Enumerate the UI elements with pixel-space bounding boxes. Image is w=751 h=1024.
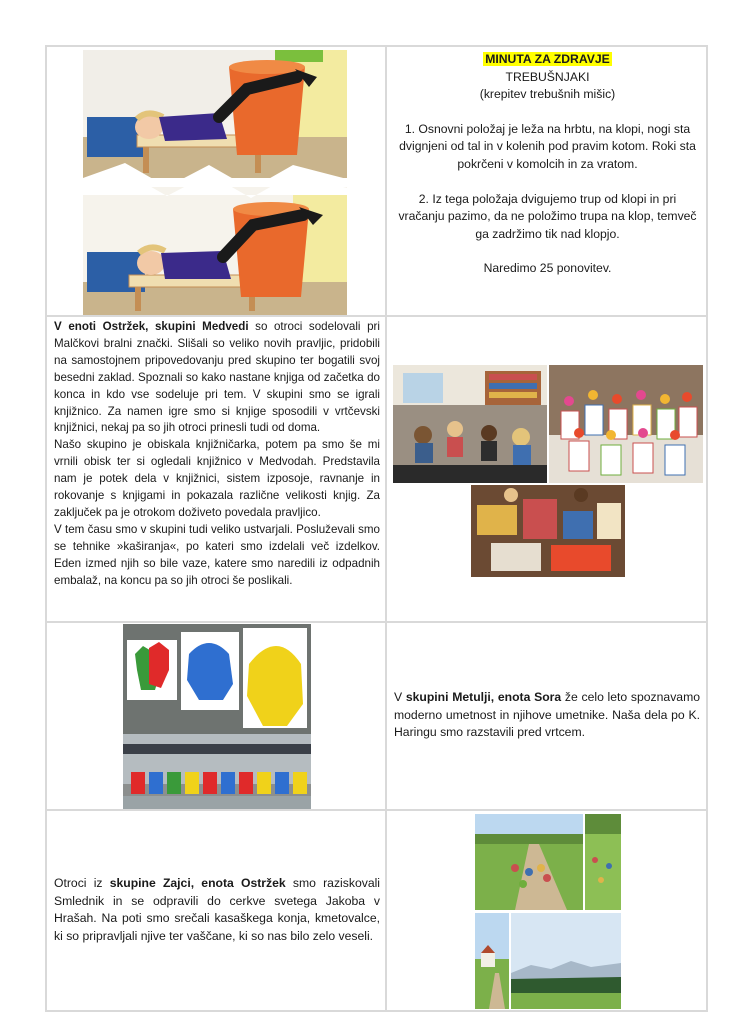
- exercise-subtitle: (krepitev trebušnih mišic): [479, 87, 616, 102]
- church-photo: [475, 913, 509, 1009]
- medvedi-paragraph-1: V enoti Ostržek, skupini Medvedi so otroci sodelovali pri Malčkovi bralni znački. Slišali so veliko novih pravljic, pridobili na samostojnem pripovedovanju pred skupino ter bogatili svoj besedni zaklad. Spoznali so kako nastane knjiga od začetka do konca in kdo vse sodeluje pri tem. V skupini smo se igrali knjižnico. Za namen igre smo si knjige sposodili v vrtčevski knjižnici, nekaj pa so jih otroci prinesli tudi od doma.: [54, 320, 380, 435]
- exercise-step-2: 2. Iz tega položaja dvigujemo trup od klopi in pri vračanju pazimo, da ne položimo trupa na klop, temveč ga zadržimo tik nad klopjo.: [398, 191, 697, 241]
- haring-art-photo: [123, 624, 311, 810]
- path-walk-photo: [475, 814, 583, 910]
- haring-art-cell: [46, 622, 386, 810]
- metulji-paragraph: V skupini Metulji, enota Sora že celo leto spoznavamo moderno umetnost in njihove umetnike. Naša dela po K. Haringu smo razstavili pred vrtcem.: [394, 690, 701, 740]
- zajci-text-cell: [46, 810, 386, 1011]
- health-heading: MINUTA ZA ZDRAVJE: [485, 52, 610, 66]
- metulji-lead: skupini Metulji, enota Sora: [405, 690, 562, 704]
- medvedi-text-cell: [46, 316, 386, 622]
- mountains-photo: [511, 913, 621, 1009]
- medvedi-paragraph-2: Našo skupino je obiskala knjižničarka, potem pa smo še mi vrnili obisk ter si ogledali knjižnico v Medvodah. Predstavila nam je potek dela v knjižnici, sistem izposoje, ravnanje in rokovanje s knjigami in pokazala različne velikosti knjig. Za zaključek pa je otrokom doživeto povedala pravljico.: [54, 438, 380, 519]
- health-minute-cell: [386, 46, 707, 316]
- library-photo: [393, 365, 547, 483]
- exercise-repetitions: Naredimo 25 ponovitev.: [483, 261, 612, 276]
- exercise-photo: [47, 47, 386, 316]
- medvedi-photos-cell: [386, 316, 707, 622]
- zajci-paragraph: Otroci iz skupine Zajci, enota Ostržek smo raziskovali Smlednik in se odpravili do cerkve svetega Jakoba v Hrašah. Na poti smo srečali kasaškega konja, kmetovalce, ki so pripravljali njive ter vaščane, ki so nas bilo zelo veseli.: [54, 876, 381, 943]
- metulji-text-cell: [386, 622, 707, 810]
- zajci-photos-cell: [386, 810, 707, 1011]
- meadow-kids-photo: [585, 814, 621, 910]
- zajci-lead: skupine Zajci, enota Ostržek: [109, 876, 286, 890]
- content-table: [45, 45, 708, 1012]
- medvedi-paragraph-3: V tem času smo v skupini tudi veliko ustvarjali. Posluževali smo se tehnike »kaširanja«, po kateri smo izdelali več izdelkov. Eden izmed njih so bile vaze, katere smo naredili iz odpadnih embalaž, na koncu pa so jih otroci še poslikali.: [54, 522, 380, 587]
- exercise-title: TREBUŠNJAKI: [505, 69, 590, 84]
- medvedi-lead: V enoti Ostržek, skupini Medvedi: [54, 320, 249, 333]
- exercise-step-1: 1. Osnovni položaj je leža na hrbtu, na klopi, nogi sta dvignjeni od tal in v kolenih pod pravim kotom. Roki sta pokrčeni v komolcih in za vratom.: [399, 121, 696, 171]
- exercise-photo-cell: [46, 46, 386, 316]
- vases-photo: [549, 365, 703, 483]
- crafting-photo: [471, 485, 625, 577]
